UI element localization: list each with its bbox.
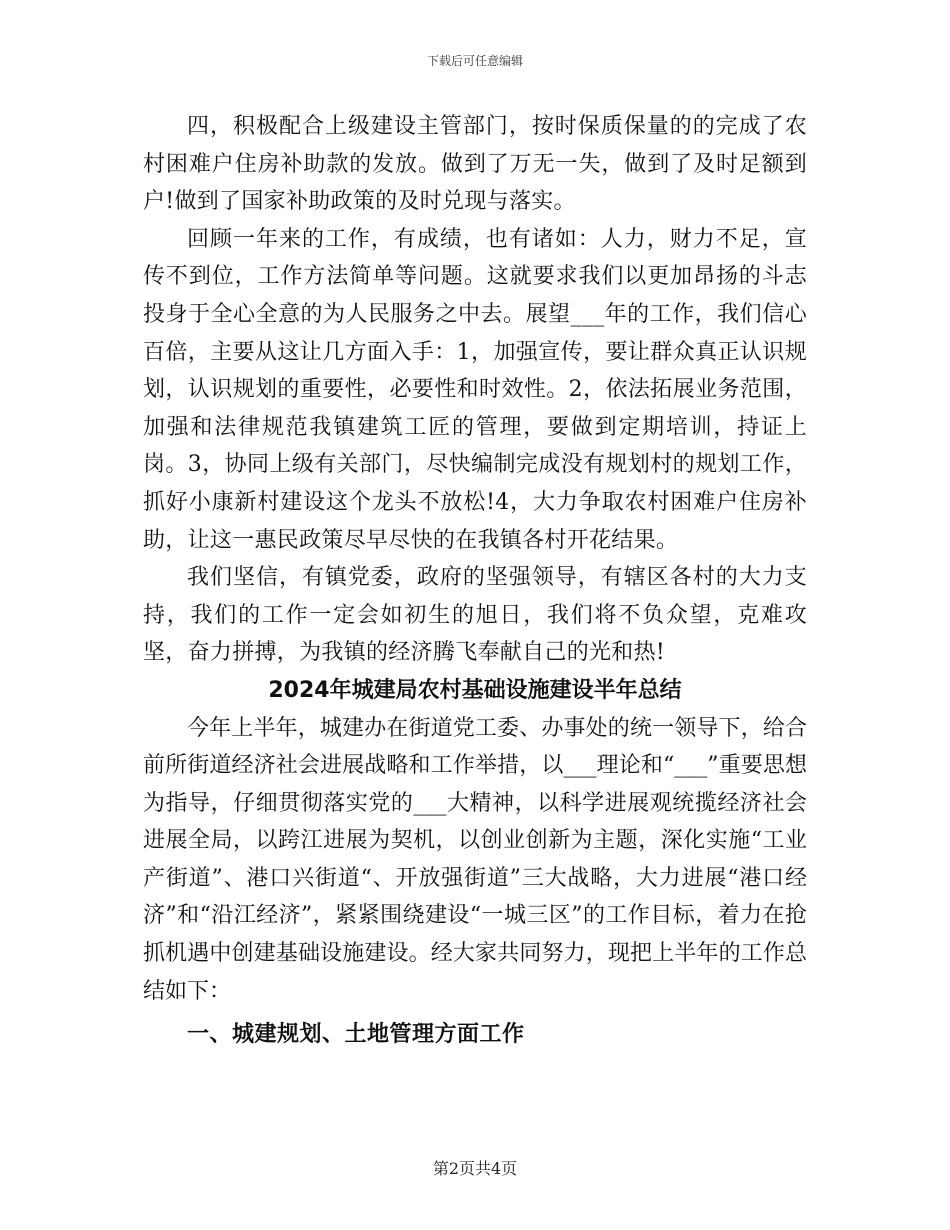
section-title: 2024年城建局农村基础设施建设半年总结: [268, 677, 682, 703]
document-body: [143, 108, 807, 1054]
page-number: 第2页共4页: [432, 1159, 518, 1178]
paragraph-review-outlook: 回顾一年来的工作，有成绩，也有诸如：人力，财力不足，宣传不到位，工作方法简单等问题。这就要求我们以更加昂扬的斗志投身于全心全意的为人民服务之中去。展望___年的工作，我们信心百倍，主要从这让几方面入手：1，加强宣传，要让群众真正认识规划，认识规划的重要性，必要性和时效性。2，依法拓展业务范围，加强和法律规范我镇建筑工匠的管理，要做到定期培训，持证上岗。3，协同上级有关部门，尽快编制完成没有规划村的规划工作，抓好小康新村建设这个龙头不放松!4，大力争取农村困难户住房补助，让这一惠民政策尽早尽快的在我镇各村开花结果。: [143, 226, 807, 553]
paragraph-implementation: 四，积极配合上级建设主管部门，按时保质保量的的完成了农村困难户住房补助款的发放。做到了万无一失，做到了及时足额到户!做到了国家补助政策的及时兑现与落实。: [143, 114, 807, 215]
paragraph-intro: 今年上半年，城建办在街道党工委、办事处的统一领导下，给合前所街道经济社会进展战略和工作举措，以___理论和“___”重要思想为指导，仔细贯彻落实党的___大精神，以科学进展观统揽经济社会进展全局，以跨江进展为契机，以创业创新为主题，深化实施“工业产街道”、港口兴街道“、开放强街道”三大战略，大力进展“港口经济”和“沿江经济”，紧紧围绕建设“一城三区”的工作目标，着力在抢抓机遇中创建基础设施建设。经大家共同努力，现把上半年的工作总结如下：: [143, 715, 807, 1004]
section-subheading: 一、城建规划、土地管理方面工作: [187, 1022, 525, 1048]
paragraph-conclusion: 我们坚信，有镇党委，政府的坚强领导，有辖区各村的大力支持，我们的工作一定会如初生的旭日，我们将不负众望，克难攻坚，奋力拼搏，为我镇的经济腾飞奉献自己的光和热!: [143, 565, 807, 666]
header-note: 下载后可任意编辑: [426, 54, 523, 68]
